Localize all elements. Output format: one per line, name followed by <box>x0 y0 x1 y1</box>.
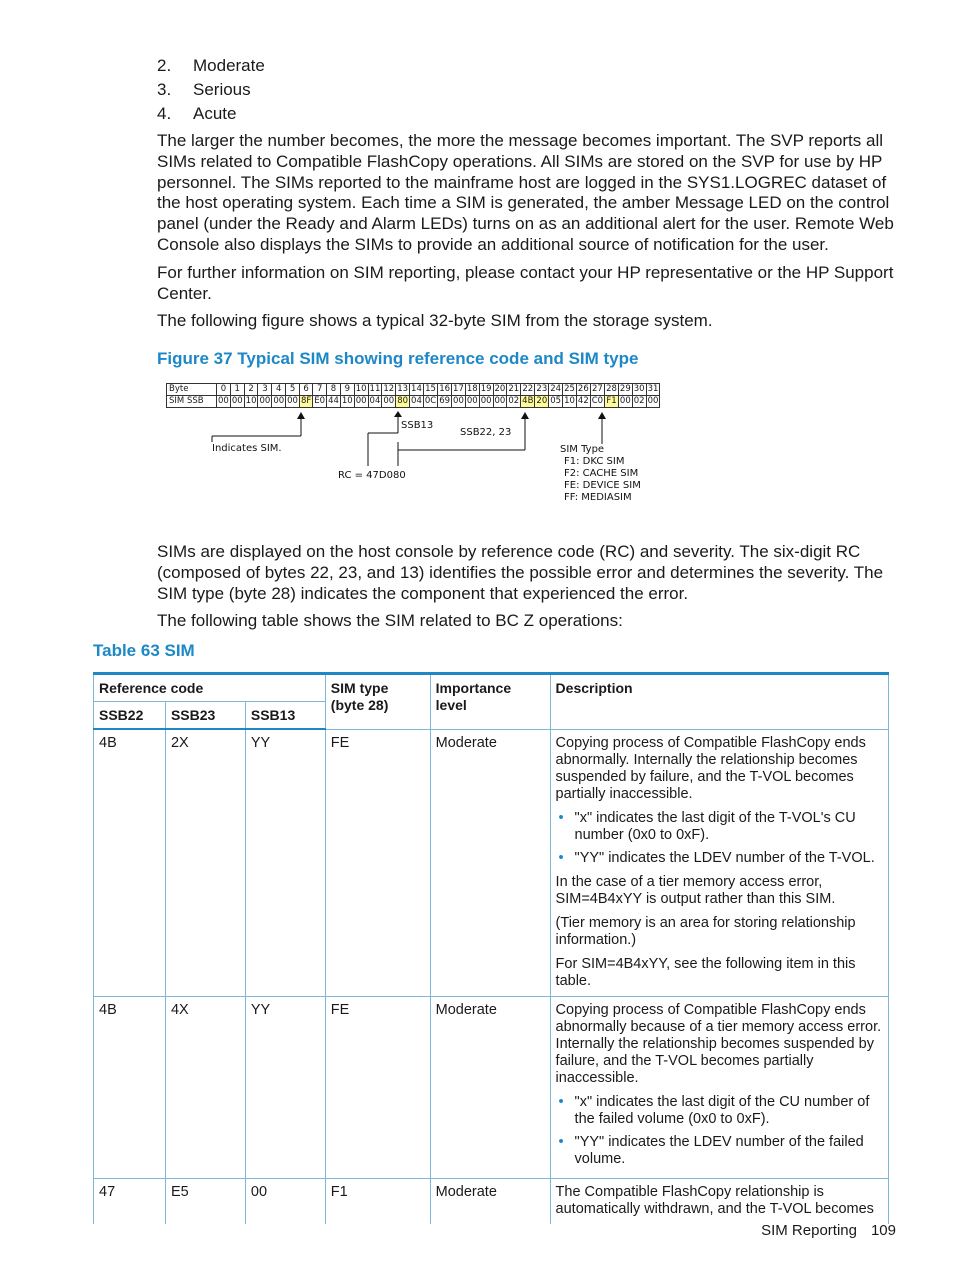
figure-caption: Figure 37 Typical SIM showing reference code and SIM type <box>157 349 639 368</box>
header-ssb13: SSB13 <box>245 702 325 730</box>
ssb-value-cell: 10 <box>341 396 353 406</box>
ssb-value-cell: 00 <box>259 396 271 406</box>
ssb-value-cell: 00 <box>466 396 478 406</box>
sim-type-ff: FF: MEDIASIM <box>564 492 632 503</box>
description-bullet: • "YY" indicates the LDEV number of the T-VOL. <box>575 850 884 867</box>
header-importance: Importance level <box>430 674 550 730</box>
cell-importance: Moderate <box>430 1178 550 1224</box>
list-item: 3. Serious <box>157 80 251 99</box>
byte-index-cell: 10 <box>355 384 367 394</box>
description-text: (Tier memory is an area for storing relationship information.) <box>555 914 856 948</box>
cell-ssb13: 00 <box>245 1178 325 1224</box>
description-text: Copying process of Compatible FlashCopy ends abnormally because of a tier memory access error. Internally the relationship becomes suspended by failure, and the T-VOL becomes partially inaccessible. <box>555 1001 882 1086</box>
header-ssb22: SSB22 <box>94 702 166 730</box>
sim-byte-grid <box>166 383 660 408</box>
byte-index-cell: 12 <box>383 384 395 394</box>
ssb-value-cell: 00 <box>480 396 492 406</box>
cell-importance: Moderate <box>430 729 550 996</box>
description-text: Copying process of Compatible FlashCopy ends abnormally. Internally the relationship becomes suspended by failure, and the T-VOL becomes partially inaccessible. <box>555 734 866 802</box>
list-item: 4. Acute <box>157 104 237 123</box>
indicates-sim-label: Indicates SIM. <box>212 443 282 454</box>
paragraph-rc-explanation: SIMs are displayed on the host console by reference code (RC) and severity. The six-digit RC (composed of bytes 22, 23, and 13) identifies the possible error and determines the severity. The SIM type (byte 28) indicates the component that experienced the error. <box>157 542 884 603</box>
ssb-row-label: SIM SSB <box>167 396 217 408</box>
description-text: In the case of a tier memory access error, SIM=4B4xYY is output rather than this SIM. <box>555 873 836 907</box>
cell-sim-type: F1 <box>325 1178 430 1224</box>
byte-index-cell: 2 <box>244 384 258 396</box>
paragraph-sim-reporting: The larger the number becomes, the more the message becomes important. The SVP reports all SIMs related to Compatible FlashCopy operations. All SIMs are stored on the SVP for use by HP personnel. The SIMs reported to the mainframe host are logged in the SYS1.LOGREC dataset of the host operating system. Each time a SIM is generated, the amber Message LED on the control panel (under the Ready and Alarm LEDs) turns on as an additional alert for the user. Remote Web Console also displays the SIMs to provide an additional source of notification for the user. <box>157 131 894 254</box>
byte-index-cell: 17 <box>453 384 464 394</box>
sim-type-label: SIM Type <box>560 444 605 455</box>
ssb-value-cell: 00 <box>231 396 243 406</box>
cell-description <box>550 729 888 996</box>
byte-index-cell: 8 <box>327 384 341 396</box>
cell-ssb22: 4B <box>94 729 166 996</box>
ssb-value-cell: 02 <box>633 396 645 406</box>
cell-importance: Moderate <box>430 996 550 1178</box>
byte-index-cell: 21 <box>508 384 520 394</box>
cell-ssb13: YY <box>245 996 325 1178</box>
ssb-value-cell: 69 <box>439 396 451 406</box>
ssb-value-cell: 04 <box>411 396 422 406</box>
byte-index-cell: 30 <box>633 384 645 394</box>
byte-index-cell: 24 <box>550 384 562 394</box>
byte-index-cell: 14 <box>411 384 422 394</box>
ssb-value-cell: 00 <box>218 396 229 406</box>
ssb-value-cell: 10 <box>564 396 575 406</box>
sim-type-fe: FE: DEVICE SIM <box>564 480 641 491</box>
byte-index-cell: 26 <box>577 384 589 394</box>
ssb-value-cell: 00 <box>494 396 506 406</box>
byte-index-cell: 4 <box>272 384 286 396</box>
ssb-value-cell: 05 <box>550 396 562 406</box>
byte-index-cell: 29 <box>619 384 631 394</box>
paragraph-further-info: For further information on SIM reporting, please contact your HP representative or the HP Support Center. <box>157 263 894 303</box>
byte-index-cell: 16 <box>439 384 451 394</box>
ssb-value-cell: 00 <box>383 396 395 406</box>
description-text: For SIM=4B4xYY, see the following item in this table. <box>555 955 856 989</box>
cell-ssb22: 47 <box>94 1178 166 1224</box>
ssb-value-cell: 10 <box>245 396 257 406</box>
ssb-value-cell: 00 <box>453 396 464 406</box>
header-ssb23: SSB23 <box>165 702 245 730</box>
header-description: Description <box>550 674 888 730</box>
ssb-value-cell: 8F <box>300 396 312 406</box>
ssb-value-cell: 4B <box>522 396 534 406</box>
byte-index-cell: 31 <box>647 384 659 394</box>
table-row <box>94 996 889 1178</box>
ssb-value-cell: 42 <box>577 396 589 406</box>
cell-description <box>550 996 888 1178</box>
description-bullet: • "x" indicates the last digit of the CU number of the failed volume (0x0 to 0xF). <box>575 1094 884 1128</box>
ssb-value-cell: E0 <box>314 396 326 406</box>
cell-sim-type: FE <box>325 729 430 996</box>
cell-ssb22: 4B <box>94 996 166 1178</box>
byte-index-cell: 25 <box>564 384 575 394</box>
byte-index-cell: 13 <box>397 384 409 394</box>
byte-index-cell: 6 <box>299 384 312 396</box>
byte-index-cell: 28 <box>606 384 617 394</box>
cell-ssb23: 4X <box>165 996 245 1178</box>
byte-index-cell: 3 <box>258 384 272 396</box>
ssb-value-cell: 02 <box>508 396 520 406</box>
sim-table <box>93 672 889 1224</box>
cell-ssb23: E5 <box>165 1178 245 1224</box>
ssb-value-cell: 00 <box>273 396 285 406</box>
byte-index-cell: 5 <box>286 384 300 396</box>
ssb-value-cell: 00 <box>619 396 631 406</box>
description-bullet: • "x" indicates the last digit of the T-VOL's CU number (0x0 to 0xF). <box>575 810 884 844</box>
byte-index-cell: 7 <box>313 384 327 396</box>
page-footer <box>761 1222 896 1239</box>
table-row <box>94 729 889 996</box>
cell-sim-type: FE <box>325 996 430 1178</box>
description-bullet: • "YY" indicates the LDEV number of the failed volume. <box>575 1134 884 1168</box>
byte-index-cell: 9 <box>340 384 354 396</box>
description-text: The Compatible FlashCopy relationship is automatically withdrawn, and the T-VOL becomes <box>555 1183 874 1217</box>
cell-description <box>550 1178 888 1224</box>
byte-index-cell: 15 <box>425 384 436 394</box>
ssb-value-cell: 80 <box>397 396 409 406</box>
table-caption: Table 63 SIM <box>93 641 195 660</box>
ssb-value-cell: 0C <box>424 396 437 406</box>
page-number: 109 <box>870 1222 896 1239</box>
ssb-value-cell: 00 <box>287 396 298 406</box>
paragraph-figure-intro: The following figure shows a typical 32-byte SIM from the storage system. <box>157 311 713 330</box>
ssb-value-cell: 04 <box>369 396 381 406</box>
cell-ssb13: YY <box>245 729 325 996</box>
byte-index-cell: 0 <box>217 384 231 396</box>
sim-type-f1: F1: DKC SIM <box>564 456 625 467</box>
header-sim-type: SIM type (byte 28) <box>325 674 430 730</box>
ssb-value-cell: 00 <box>647 396 659 406</box>
byte-index-cell: 1 <box>230 384 244 396</box>
ssb13-label: SSB13 <box>401 420 434 431</box>
header-reference-code: Reference code <box>94 674 326 702</box>
byte-index-cell: 19 <box>480 384 492 394</box>
byte-index-cell: 18 <box>466 384 478 394</box>
byte-index-cell: 11 <box>369 384 381 394</box>
ssb-value-cell: 20 <box>536 396 548 406</box>
byte-row-label: Byte <box>167 384 217 396</box>
paragraph-table-intro: The following table shows the SIM related to BC Z operations: <box>157 611 623 630</box>
byte-index-cell: 23 <box>536 384 548 394</box>
byte-index-cell: 22 <box>522 384 534 394</box>
rc-label: RC = 47D080 <box>338 470 406 481</box>
ssb-value-cell: F1 <box>606 396 617 406</box>
ssb-value-cell: C0 <box>591 396 604 406</box>
table-row <box>94 1178 889 1224</box>
sim-type-f2: F2: CACHE SIM <box>564 468 639 479</box>
cell-ssb23: 2X <box>165 729 245 996</box>
ssb2223-label: SSB22, 23 <box>460 427 512 438</box>
list-item: 2. Moderate <box>157 56 265 75</box>
ssb-value-cell: 00 <box>355 396 367 406</box>
byte-index-cell: 27 <box>591 384 603 394</box>
footer-section: SIM Reporting <box>761 1222 857 1239</box>
ssb-value-cell: 44 <box>328 396 339 406</box>
byte-index-cell: 20 <box>494 384 506 394</box>
